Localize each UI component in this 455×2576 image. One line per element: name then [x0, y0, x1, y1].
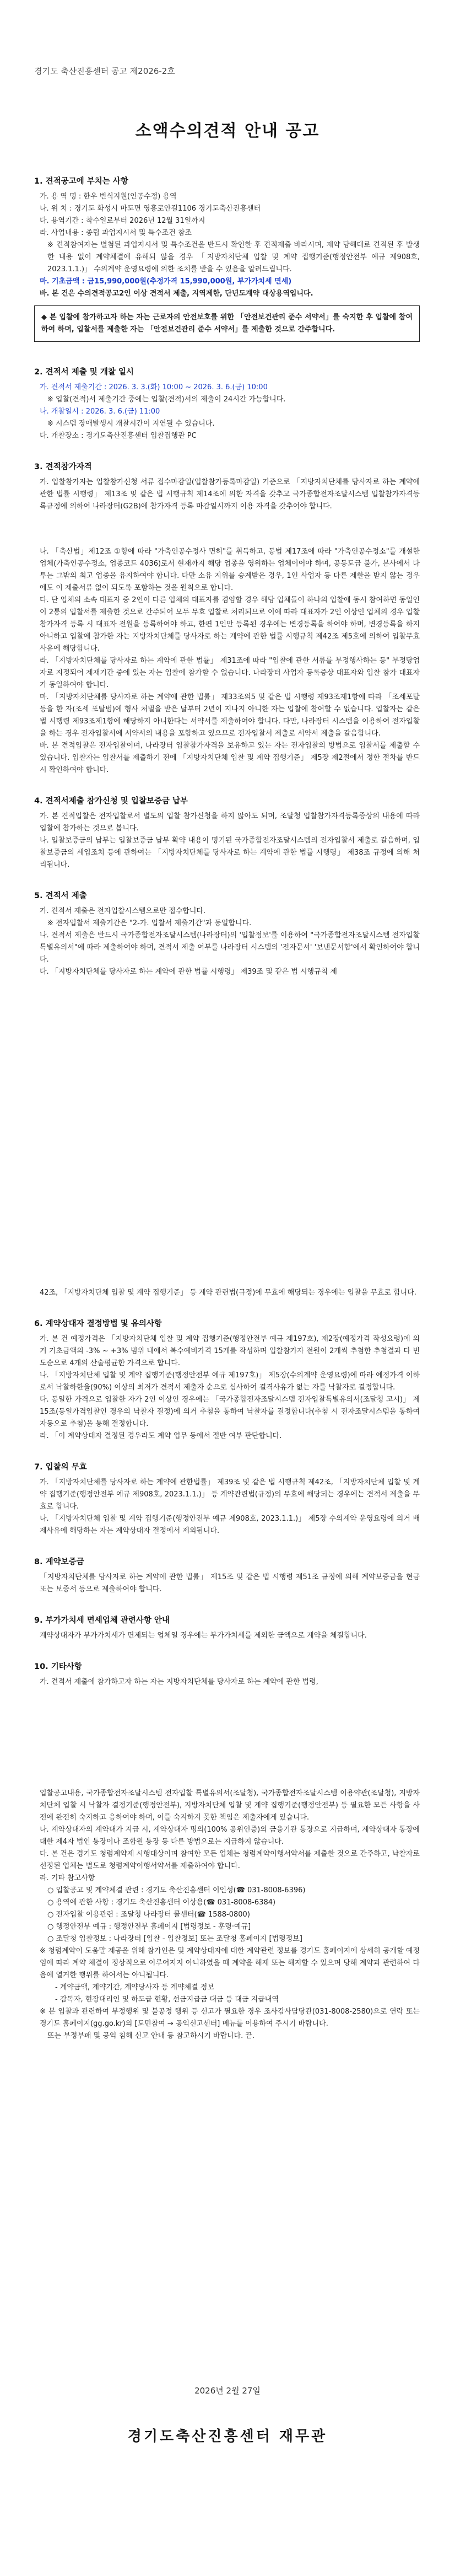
contact-service: ○ 용역에 관한 사항 : 경기도 축산진흥센터 이상용(☎ 031-8008-6384)	[47, 1898, 276, 1907]
invalid-b: 나. 「지방자치단체 입찰 및 계약 집행기준(행정안전부 예규 제908호, 2023.1.1.)」 제5장 수의계약 운영요령에 의거 배제사유에 해당하는 자는 계약상대자 결정에서 제외됩니다.	[40, 1515, 420, 1535]
contract-type: 바. 본 건은 수의견적공고2인 이상 견적서 제출, 지역제한, 단년도계약 대상용역입니다.	[40, 289, 313, 298]
misc-a-continued: 입찰공고내용, 국가종합전자조달시스템 전자입찰 특별유의서(조달청), 국가종합전자조달시스템 이용약관(조달청), 지방자치단체 입찰 시 낙찰자 결정기준(행정안전부), 지방자치단체 입찰 및 계약 집행기준(행정안전부) 등 필요한 모든 사항을 사전에 완전히 숙지하고 응하여야 하며, 이를 숙지하지 못한 책임은 제출자에게 있습니다.	[40, 1789, 420, 1822]
contact-mois: ○ 행정안전부 예규 : 행정안전부 홈페이지 [법령정보 - 훈령·예규]	[47, 1923, 251, 1931]
decision-b: 나. 「지방자치단체 입찰 및 계약 집행기준(행정안전부 예규 제197호)」 제5장(수의계약 운영요령)에 따라 예정가격 이하로서 낙찰하한율(90%) 이상의 최저가 견적서 제출자 순으로 심사하여 결격사유가 없는 자를 낙찰자로 결정합니다.	[40, 1371, 420, 1392]
misc-d: 라. 기타 참고사항	[40, 1874, 95, 1882]
safety-pledge-box	[34, 305, 420, 342]
report-note: ※ 본 입찰과 관련하여 부정행위 및 불공정 행위 등 신고가 필요한 경우 조사감사담당관(031-8008-2580)으로 연락 또는 경기도 홈페이지(gg.go.kr)의 [도민참여 → 공익신고센터] 메뉴를 이용하여 주시기 바랍니다.	[40, 2008, 420, 2028]
misc-c: 다. 본 건은 경기도 청렴계약제 시행대상이며 참여한 모든 업체는 청렴계약이행서약서를 제출한 것으로 간주하고, 낙찰자로 선정된 업체는 별도로 청렴계약이행서약서를 제출하여야 합니다.	[40, 1850, 420, 1870]
service-note: ※ 견적참여자는 별첨된 과업지시서 및 특수조건을 반드시 확인한 후 견적제출 바라시며, 제약 당해대로 견적된 후 발생한 내용 없이 계약체결에 유해되 않을 경우 「지방자치단체 입찰 및 계약 집행기준(행정안전부 예규 제908호, 2023.1.1.)」 수의계약 운영요령에 의한 조치를 받을 수 있음을 알려드립니다.	[47, 241, 420, 273]
section-6-heading: 6. 계약상대자 결정방법 및 유의사항	[34, 1319, 162, 1328]
notice-number: 경기도 축산진흥센터 공고 제2026-2호	[34, 66, 175, 76]
opening-note: ※ 시스템 장애발생시 개찰시간이 지연될 수 있습니다.	[47, 420, 215, 428]
submission-note: ※ 입찰(견적)서 제출기간 중에는 입찰(견적)서의 제출이 24시간 가능합니다.	[47, 395, 286, 404]
service-content: 라. 사업내용 : 종립 과업지시서 및 특수조건 참조	[40, 229, 192, 237]
decision-a: 가. 본 건 예정가격은 「지방자치단체 입찰 및 계약 집행기준(행정안전부 예규 제197호), 제2장(예정가격 작성요령)에 의거 기초금액의 -3% ~ +3% 범위 내에서 복수예비가격 15개를 작성하며 입찰참가자 전원이 2개씩 추첨한 추첨결과 다 빈도순으로 4개의 산술평균한 가격으로 합니다.	[40, 1335, 420, 1367]
base-price: 마. 기초금액 : 금15,990,000원(추정가격 15,990,000원, 부가가치세 면세)	[40, 277, 292, 286]
submit-a: 가. 견적서 제출은 전자입찰시스템으로만 접수합니다.	[40, 907, 206, 915]
qualification-b: 나. 「축산법」제12조 ①항에 따라 "가축인공수정사 면허"를 취득하고, 동법 제17조에 따라 "가축인공수정소"를 개설한 업체(가축인공수정소, 업종코드 4036)로서 현재까지 해당 업종을 영위하는 업체이어야 하며, 공동도급 불가, 본사에서 다투는 그밖의 최고 업종을 유지하여야 합니다. 다만 소유 지위를 승계받은 경우, 1인 사업자 등 다른 제한을 받지 않는 경우에도 이 제출서류 없이 되도록 포함하는 것을 원칙으로 합니다.	[40, 548, 420, 592]
page-title: 소액수의견적 안내 공고	[135, 121, 320, 141]
submit-c: 다. 「지방자치단체를 당사자로 하는 계약에 관한 법률 시행령」 제39조 및 같은 법 시행규칙 제	[40, 968, 337, 976]
qualification-a: 가. 입찰참가자는 입찰참가신청 서류 접수마감일(입찰참가등록마감일) 기준으로 「지방자치단체를 당사자로 하는 계약에 관한 법률 시행령」 제13조 및 같은 법 시행규칙 제14조에 의한 자격을 갖추고 국가종합전자조달시스템 입찰참가자격등록규정에 의하여 나라장터(G2B)에 참가자격 등록 마감일시까지 이용 자격을 갖추어야 합니다.	[40, 478, 420, 511]
vat-text: 계약상대자가 부가가치세가 면제되는 업체일 경우에는 부가가치세를 제외한 금액으로 계약을 체결합니다.	[40, 1632, 367, 1640]
misc-b: 나. 계약상대자의 계약대가 지급 시, 계약상대자 명의(100% 공위인증)의 금융기관 통장으로 지급하며, 계약상대자 통장에 대한 제4자 법인 통장이나 조합원 통장 등 다른 방법으로는 지급하지 않습니다.	[40, 1826, 420, 1846]
integrity-item-2: - 감독자, 현장대리인 및 하도급 현황, 선금지급금 대금 등 대금 지급내역	[55, 1995, 279, 2004]
section-3-heading: 3. 견적참가자격	[34, 463, 92, 471]
section-5-heading: 5. 견적서 제출	[34, 892, 87, 900]
contact-pps: ○ 조달청 입찰정보 : 나라장터 [입찰 - 입찰정보] 또는 조달청 홈페이지 [법령정보]	[47, 1935, 302, 1943]
qualification-f: 바. 본 견적입찰은 전자입찰이며, 나라장터 입찰참가자격을 보유하고 있는 자는 전자입찰의 방법으로 입찰서를 제출할 수 있습니다. 입찰자는 입찰서를 제출하기 전에 「지방자치단체 입찰 및 계약 집행기준」 제5장 제2절에서 정한 절차를 반드시 확인하여야 합니다.	[40, 742, 420, 774]
safety-pledge-text: ◆ 본 입찰에 참가하고자 하는 자는 근로자의 안전보호를 위한 「안전보건관리 준수 서약서」를 숙지한 후 입찰에 참여하여 하며, 입찰서를 제출한 자는 「안전보건관리 준수 서약서」를 제출한 것으로 간주합니다.	[41, 313, 413, 334]
contact-e-bidding: ○ 전자입찰 이용관련 : 조달청 나라장터 콜센터(☎ 1588-0800)	[47, 1910, 250, 1919]
participation-a: 가. 본 견적입찰은 전자입찰로서 별도의 입찰 참가신청을 하지 않아도 되며, 조달청 입찰참가자격등록증상의 내용에 따라 입찰에 참가하는 것으로 봅니다.	[40, 812, 420, 833]
section-9-heading: 9. 부가가치세 면세업체 관련사항 안내	[34, 1616, 170, 1625]
service-location: 나. 위 치 : 경기도 화성시 마도면 영흥로안길1106 경기도축산진흥센터	[40, 205, 261, 213]
qualification-e: 마. 「지방자치단체를 당사자로 하는 계약에 관한 법률」 제33조의5 및 같은 법 시행령 제93조제1항에 따라 「조세포탈 등을 한 자(조세 포탈범)에 형사 처벌을 받은 날부터 2년이 지나지 아니한 자는 입찰에 참여할 수 없습니다. 입찰자는 같은 법 시행령 제93조제1항에 해당하지 아니한다는 서약서를 제출하여야 합니다. 다만, 나라장터 시스템을 이용하여 전자입찰을 하는 경우 전자입찰서에 서약서의 내용을 포함하고 있으므로 전자입찰서 제출로 서약서 제출을 갈음합니다.	[40, 693, 420, 738]
section-7-heading: 7. 입찰의 무효	[34, 1463, 87, 1472]
section-2-heading: 2. 견적서 제출 및 개찰 일시	[34, 368, 134, 377]
service-name: 가. 용 역 명 : 한우 번식지원(인공수정) 용역	[40, 192, 177, 201]
contact-contract: ○ 입찰공고 및 계약체결 관련 : 경기도 축산진흥센터 이인성(☎ 031-8008-6396)	[47, 1886, 306, 1895]
decision-d: 라. 「이 계약상대자 결정된 경우라도 계약 업무 등에서 절반 여부 판단합니다.	[40, 1432, 282, 1440]
opening-datetime: 나. 개찰일시 : 2026. 3. 6.(금) 11:00	[40, 407, 160, 416]
notice-body	[34, 175, 420, 2042]
report-note-end: 또는 부정부패 및 공익 침해 신고 안내 등 참고하시기 바랍니다. 끝.	[47, 2032, 255, 2040]
integrity-note: ※ 청렴계약이 도움말 제공을 위해 참가인은 및 계약상대자에 대한 계약관련 정보를 경기도 홈페이지에 상세히 공개할 예정임에 따라 계약 체결이 정상적으로 이루어지지 아니하였을 때 계약을 해제 또는 해지할 수 있으며 당해 계약과 관련하여 다음에 열거한 행위를 하여서는 아니됩니다.	[40, 1947, 420, 1979]
submit-c-continued: 42조, 「지방자치단체 입찰 및 계약 집행기준」 등 계약 관련법(규정)에 무효에 해당되는 경우에는 입찰을 무효로 합니다.	[40, 1289, 416, 1297]
issuer-name: 경기도축산진흥센터 재무관	[127, 2428, 328, 2445]
integrity-item-1: - 계약금액, 계약기간, 계약당사자 등 계약체결 정보	[55, 1983, 214, 1992]
section-4-heading: 4. 견적서제출 참가신청 및 입찰보증금 납부	[34, 797, 188, 806]
participation-b: 나. 입찰보증금의 납부는 입찰보증금 납부 확약 내용이 명기된 국가종합전자조달시스템의 전자입찰서 제출로 갈음하며, 입찰보증금의 세입조치 등에 관하여는 「지방자치단체를 당사자로 하는 계약에 관한 법률 시행령」 제38조 규정에 의해 처리됩니다.	[40, 836, 420, 869]
invalid-a: 가. 「지방자치단체를 당사자로 하는 계약에 관한법률」 제39조 및 같은 법 시행규칙 제42조, 「지방자치단체 입찰 및 계약 집행기준(행정안전부 예규 제908호, 2023.1.1.)」 등 계약관련법(규정)의 무효에 해당되는 경우에는 견적서 제출을 무효로 합니다.	[40, 1478, 420, 1511]
submit-b: 나. 견적서 제출은 반드시 국가종합전자조달시스템(나라장터)의 '입찰정보'를 이용하여 "국가종합전자조달시스템 전자입찰특별유의서"에 따라 제출하여야 하며, 견적서 제출 여부를 나라장터 시스템의 '전자문서' '보낸문서함'에서 확인하여야 합니다.	[40, 931, 420, 964]
deposit-text: 「지방자치단체를 당사자로 하는 계약에 관한 법률」 제15조 및 같은 법 시행령 제51조 규정에 의해 계약보증금을 현금 또는 보증서 등으로 제출하여야 합니다.	[40, 1573, 420, 1593]
notice-date: 2026년 2월 27일	[194, 2386, 261, 2396]
qualification-d: 라. 「지방자치단체를 당사자로 하는 계약에 관한 법률」 제31조에 따라 "입찰에 관한 서류를 부정행사하는 등" 부정당업자로 지정되어 제재기간 중에 있는 자는 입찰에 참가할 수 없습니다. 나라장터 사업자 등록증상 대표자와 입찰 참가 대표자가 동일하여야 합니다.	[40, 657, 420, 689]
service-period: 다. 용역기간 : 착수일로부터 2026년 12월 31일까지	[40, 217, 205, 225]
submission-period: 가. 견적서 제출기간 : 2026. 3. 3.(화) 10:00 ~ 2026. 3. 6.(금) 10:00	[40, 383, 268, 391]
qualification-c: 다. 단 업체의 소속 대표자 중 2인이 다른 업체의 대표자를 겸임할 경우 해당 업체들이 하나의 입찰에 동시 참여하면 동일인이 2통의 입찰서를 제출한 것으로 간주되어 모두 무효 입찰로 처리되므로 이에 따라 대표자가 2인 이상인 업체의 경우 입찰참가자격 등록 시 대표자 전원을 등록하여야 하고, 한편 1인만 등록된 경우에는 변경등록을 하여야 하며, 변경등록을 하지 아니하고 입찰에 참가한 자는 지방자치단체를 당사자로 하는 계약에 관한 법률 시행규칙 제42조 제5호에 의하여 입찰무효사유에 해당합니다.	[40, 596, 420, 653]
submit-a-note: ※ 전자입찰서 제출기간은 "2-가. 입찰서 제출기간"과 동일합니다.	[47, 919, 252, 927]
section-10-heading: 10. 기타사항	[34, 1662, 82, 1671]
opening-place: 다. 개찰장소 : 경기도축산진흥센터 입찰집행관 PC	[40, 432, 197, 440]
section-1-heading: 1. 견적공고에 부치는 사항	[34, 177, 128, 186]
misc-a: 가. 견적서 제출에 참가하고자 하는 자는 지방자치단체를 당사자로 하는 계약에 관한 법령,	[40, 1678, 318, 1686]
decision-c: 다. 동일한 가격으로 입찰한 자가 2인 이상인 경우에는 「국가종합전자조달시스템 전자입찰특별유의서(조달청 고시)」 제15조(동일가격입찰인 경우의 낙찰자 결정)에 의거 추첨을 통하여 낙찰자를 결정합니다(추첨 시 전자조달시스템을 통하여 자동으로 추첨)을 통해 결정합니다.	[40, 1396, 420, 1428]
section-8-heading: 8. 계약보증금	[34, 1558, 84, 1566]
